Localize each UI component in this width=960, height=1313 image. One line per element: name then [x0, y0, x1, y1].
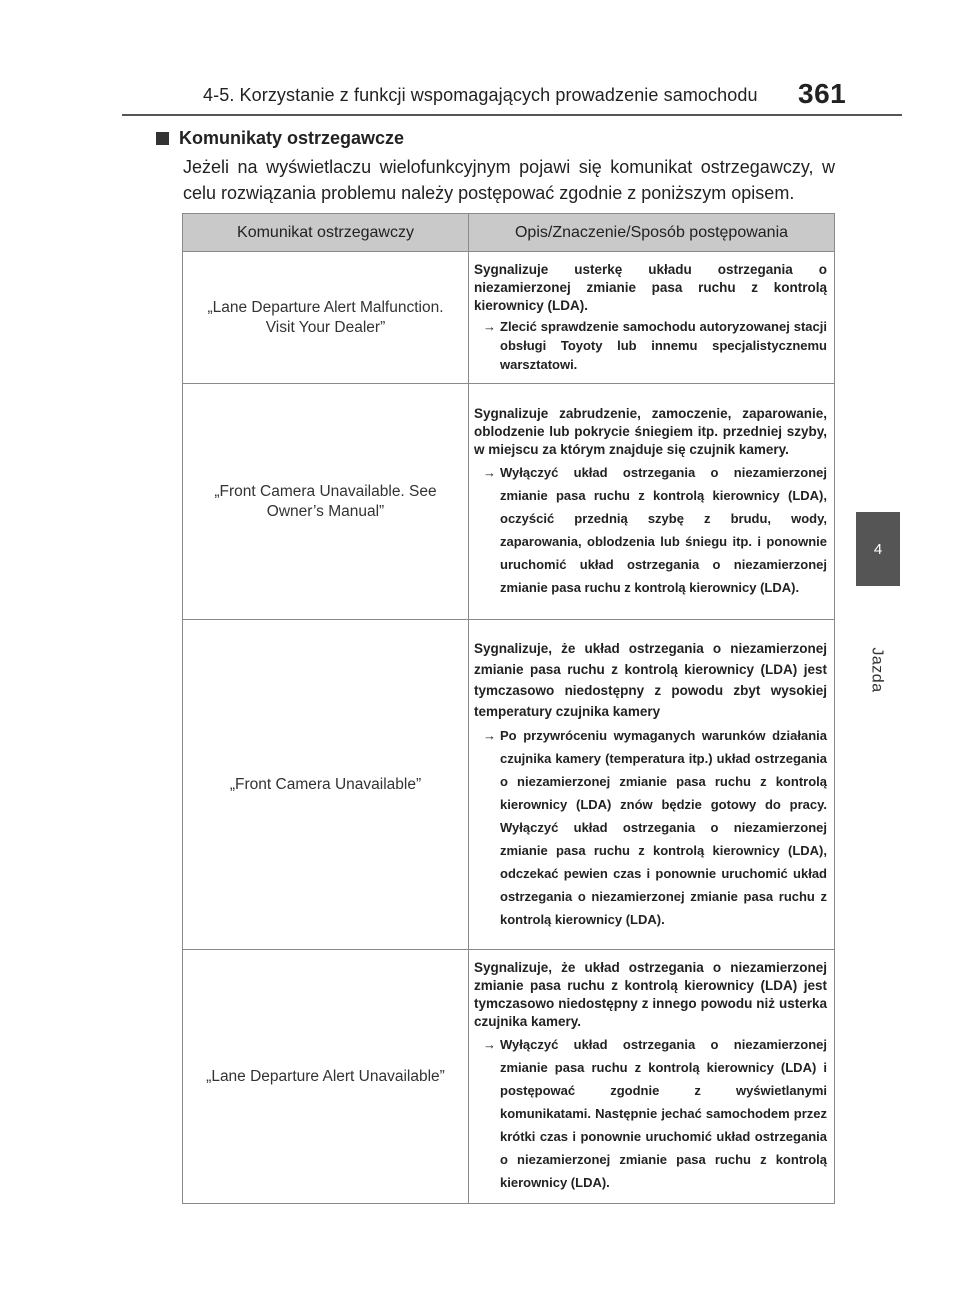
warning-description: Sygnalizuje usterkę układu ostrzegania o niezamierzonej zmianie pasa ruchu z kontrolą kierownicy (LDA). [474, 262, 827, 313]
warning-description: Sygnalizuje, że układ ostrzegania o niezamierzonej zmianie pasa ruchu z kontrolą kierownicy (LDA) jest tymczasowo niedostępny z powodu zbyt wysokiej temperatury czujnika kamery [474, 641, 827, 719]
arrow-right-icon: → [483, 728, 496, 743]
warning-action-text: Wyłączyć układ ostrzegania o niezamierzonej zmianie pasa ruchu z kontrolą kierownicy (LDA) i postępować zgodnie z wyświetlanymi komunikatami. Następnie jechać samochodem przez krótki czas i ponownie uruchomić układ ostrzegania o niezamierzonej zmianie pasa ruchu z kontrolą kierownicy (LDA). [500, 1037, 827, 1190]
column-header-message: Komunikat ostrzegawczy [183, 214, 469, 252]
warning-action-text: Wyłączyć układ ostrzegania o niezamierzonej zmianie pasa ruchu z kontrolą kierownicy (LDA), oczyścić przednią szybę z brudu, wody, zaparowania, oblodzenia lub śniegu itp. i ponownie uruchomić układ ostrzegania o niezamierzonej zmianie pasa ruchu z kontrolą kierownicy (LDA). [500, 464, 827, 595]
warning-description-cell [469, 620, 835, 950]
header-rule [122, 114, 902, 116]
square-bullet-icon [156, 132, 169, 145]
warning-action [474, 317, 827, 374]
arrow-right-icon: → [483, 319, 496, 334]
warning-action-text: Zlecić sprawdzenie samochodu autoryzowanej stacji obsługi Toyoty lub innemu specjalistycznemu warsztatowi. [500, 319, 827, 372]
chapter-tab: 4 [856, 512, 900, 586]
section-heading-text: Komunikaty ostrzegawcze [179, 128, 405, 148]
warning-action [474, 724, 827, 931]
section-heading [156, 128, 404, 149]
warning-action-text: Po przywróceniu wymaganych warunków działania czujnika kamery (temperatura itp.) układ ostrzegania o niezamierzonej zmianie pasa ruchu z kontrolą kierownicy (LDA) znów będzie gotowy do pracy. Wyłączyć układ ostrzegania o niezamierzonej zmianie pasa ruchu z kontrolą kierownicy (LDA), odczekać pewien czas i ponownie uruchomić układ ostrzegania o niezamierzonej zmianie pasa ruchu z kontrolą kierownicy (LDA). [500, 728, 827, 927]
warning-action [474, 1033, 827, 1194]
header-title: 4-5. Korzystanie z funkcji wspomagających prowadzenie samochodu [203, 85, 758, 105]
table-row [183, 620, 835, 950]
arrow-right-icon: → [483, 464, 496, 480]
arrow-right-icon: → [483, 1037, 496, 1052]
warning-description-cell [469, 384, 835, 620]
warning-description: Sygnalizuje, że układ ostrzegania o niezamierzonej zmianie pasa ruchu z kontrolą kierownicy (LDA) jest tymczasowo niedostępny z innego powodu niż usterka czujnika kamery. [474, 960, 827, 1029]
warning-action [474, 461, 827, 599]
warnings-table [182, 213, 835, 1204]
warning-description: Sygnalizuje zabrudzenie, zamoczenie, zaparowanie, oblodzenie lub pokrycie śniegiem itp. przedniej szyby, w miejscu za którym znajduje się czujnik kamery. [474, 405, 827, 457]
table-row [183, 384, 835, 620]
column-header-description: Opis/Znaczenie/Sposób postępowania [469, 214, 835, 252]
chapter-label [857, 640, 897, 700]
warning-message: „Front Camera Unavailable” [183, 620, 469, 950]
warning-description-cell [469, 252, 835, 384]
warning-description-cell [469, 950, 835, 1204]
page-number: 361 [798, 78, 847, 109]
table-row [183, 950, 835, 1204]
chapter-label-text: Jazda [869, 647, 887, 693]
warning-message: „Lane Departure Alert Malfunction. Visit Your Dealer” [183, 252, 469, 384]
intro-paragraph: Jeżeli na wyświetlaczu wielofunkcyjnym pojawi się komunikat ostrzegawczy, w celu rozwiązania problemu należy postępować zgodnie z poniższym opisem. [183, 157, 835, 203]
table-header-row [183, 214, 835, 252]
warning-message: „Lane Departure Alert Unavailable” [183, 950, 469, 1204]
table-row [183, 252, 835, 384]
warning-message: „Front Camera Unavailable. See Owner’s Manual” [183, 384, 469, 620]
